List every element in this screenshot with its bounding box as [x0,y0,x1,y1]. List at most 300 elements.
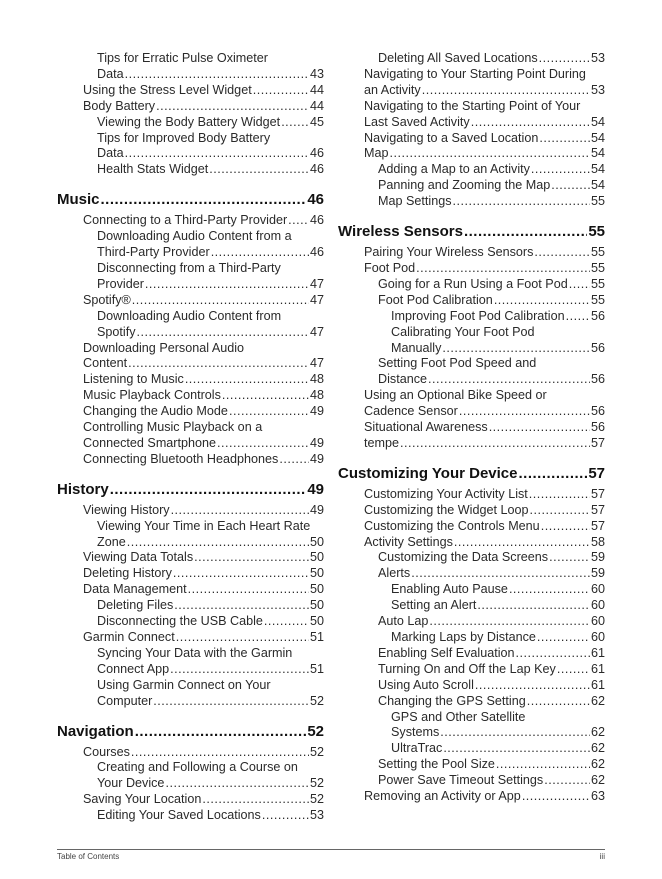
toc-entry-title: Setting the Pool Size [378,757,495,772]
toc-entry-title: Music Playback Controls [83,388,221,403]
toc-entry-title: Data Management [83,582,187,597]
toc-entry-title: Auto Lap [378,614,429,629]
toc-section-customizing-your-device[interactable] [338,465,605,483]
toc-entry-connecting-bluetooth-headphones[interactable] [83,452,324,468]
toc-dot-leader [569,277,590,293]
toc-page-number: 60 [590,582,605,597]
toc-entry-controlling-music-playback-on-a[interactable] [83,436,324,452]
toc-entry-downloading-audio-content-from-a[interactable] [97,229,324,245]
toc-page-number: 56 [590,372,605,387]
toc-dot-leader [539,51,590,67]
toc-section-navigation[interactable] [57,723,324,741]
toc-dot-leader [211,245,309,261]
toc-dot-leader [518,465,587,483]
toc-page-number: 60 [590,630,605,644]
toc-dot-leader [416,261,590,277]
toc-page-number: 48 [309,388,324,403]
toc-page-number: 46 [309,245,324,260]
toc-entry-title: Listening to Music [83,372,184,387]
toc-page-number: 57 [590,518,605,533]
toc-page-number: 53 [590,82,605,97]
toc-entry-music-playback-controls[interactable] [83,388,324,404]
toc-dot-leader [262,808,309,824]
toc-page-number: 43 [309,66,324,81]
toc-entry-title: Navigating to a Saved Location [364,130,539,145]
toc-entry-title: Courses [83,744,130,759]
toc-entry-spotify[interactable] [83,293,324,309]
toc-section-wireless-sensors[interactable] [338,223,605,241]
toc-entry-downloading-personal-audio[interactable] [83,356,324,372]
toc-entry-ultratrac[interactable] [391,741,605,757]
toc-dot-leader [217,436,309,452]
toc-entry-syncing-your-data-with-the-garmin[interactable] [97,662,324,678]
toc-entry-using-an-optional-bike-speed-or[interactable] [364,388,605,404]
toc-page-number: 62 [590,741,605,756]
toc-dot-leader [137,325,309,341]
toc-dot-leader [173,566,309,582]
toc-entry-tips-for-erratic-pulse-oximeter[interactable] [97,51,324,67]
toc-entry-title: Using Auto Scroll [378,677,474,692]
toc-page-number: 44 [309,98,324,113]
toc-entry-auto-lap[interactable] [378,614,605,630]
toc-entry-viewing-history[interactable] [83,503,324,519]
toc-dot-leader [454,535,590,551]
toc-entry-changing-the-audio-mode[interactable] [83,404,324,420]
toc-entry-title: Third-Party Provider [97,245,210,260]
toc-entry-title: Connecting Bluetooth Headphones [83,451,279,466]
toc-entry-title: Marking Laps by Distance [391,630,536,644]
toc-entry-deleting-history[interactable] [83,566,324,582]
toc-page-number: 50 [309,598,324,613]
toc-entry-title: Foot Pod [364,260,416,275]
toc-entry-title: History [57,480,109,498]
toc-dot-leader [411,566,590,582]
toc-entry-tips-for-erratic-pulse-oximeter[interactable] [97,67,324,83]
toc-entry-enabling-self-evaluation[interactable] [378,646,605,662]
toc-entry-title: GPS and Other Satellite [391,709,526,724]
toc-page-number: 62 [590,725,605,740]
toc-page-number: 54 [590,114,605,129]
toc-entry-data-management[interactable] [83,582,324,598]
toc-entry-title: Navigating to the Starting Point of Your [364,98,581,113]
toc-page-number: 57 [588,464,605,482]
toc-dot-leader [464,223,587,241]
toc-entry-title: Zone [97,534,126,549]
toc-page-number: 57 [590,502,605,517]
toc-entry-title: Calibrating Your Foot Pod [391,324,535,339]
toc-dot-leader [288,213,309,229]
toc-entry-editing-your-saved-locations[interactable] [97,808,324,824]
toc-entry-title: Syncing Your Data with the Garmin [97,645,293,660]
toc-entry-navigating-to-a-saved-location[interactable] [364,131,605,147]
toc-entry-title: Activity Settings [364,534,453,549]
toc-entry-gps-and-other-satellite[interactable] [391,710,605,726]
toc-entry-disconnecting-the-usb-cable[interactable] [97,614,324,630]
toc-dot-leader [279,452,309,468]
toc-entry-enabling-auto-pause[interactable] [391,582,605,598]
toc-dot-leader [264,614,309,630]
toc-page-number: 56 [590,340,605,355]
toc-page-number: 50 [309,582,324,597]
toc-page-number: 62 [590,773,605,788]
toc-entry-deleting-all-saved-locations[interactable] [378,51,605,67]
toc-dot-leader [400,436,590,452]
toc-dot-leader [132,293,309,309]
toc-entry-title: Cadence Sensor [364,404,458,419]
toc-dot-leader [174,598,309,614]
toc-entry-title: Creating and Following a Course on [97,760,298,775]
toc-entry-title: Data [97,66,124,81]
toc-entry-setting-the-pool-size[interactable] [378,757,605,773]
toc-entry-title: Customizing the Controls Menu [364,518,540,533]
toc-dot-leader [529,487,590,503]
toc-entry-pairing-your-wireless-sensors[interactable] [364,245,605,261]
toc-dot-leader [440,725,590,741]
toc-page-number: 55 [590,260,605,275]
toc-page-number: 55 [588,223,605,241]
toc-entry-title: Distance [378,372,427,387]
toc-entry-removing-an-activity-or-app[interactable] [364,789,605,805]
toc-entry-saving-your-location[interactable] [83,792,324,808]
toc-entry-title: Customizing the Widget Loop [364,502,529,517]
toc-page-number: 48 [309,372,324,387]
toc-entry-title: Saving Your Location [83,792,202,807]
toc-entry-situational-awareness[interactable] [364,420,605,436]
toc-page-number: 53 [309,808,324,823]
toc-entry-using-auto-scroll[interactable] [378,678,605,694]
toc-entry-going-for-a-run-using-a-foot-pod[interactable] [378,277,605,293]
toc-dot-leader [390,146,590,162]
toc-entry-navigating-to-your-starting-point-during[interactable] [364,83,605,99]
toc-entry-turning-on-and-off-the-lap-key[interactable] [378,662,605,678]
toc-dot-leader [188,582,309,598]
toc-page-number: 54 [590,178,605,193]
toc-entry-viewing-the-body-battery-widget[interactable] [97,115,324,131]
toc-entry-changing-the-gps-setting[interactable] [378,694,605,710]
toc-entry-panning-and-zooming-the-map[interactable] [378,178,605,194]
toc-entry-title: Deleting All Saved Locations [378,51,538,65]
toc-page-number: 57 [590,486,605,501]
toc-dot-leader [494,293,590,309]
toc-entry-tempe[interactable] [364,436,605,452]
toc-page-number: 50 [309,550,324,565]
toc-dot-leader [534,245,590,261]
toc-entry-calibrating-your-foot-pod[interactable] [391,325,605,341]
toc-entry-customizing-the-widget-loop[interactable] [364,503,605,519]
toc-entry-using-an-optional-bike-speed-or[interactable] [364,404,605,420]
toc-entry-title: Setting Foot Pod Speed and [378,356,537,371]
toc-dot-leader [549,550,590,566]
toc-entry-title: Tips for Improved Body Battery [97,130,271,145]
toc-entry-title: Deleting History [83,566,172,581]
toc-entry-title: Viewing the Body Battery Widget [97,114,281,129]
toc-entry-title: Changing the Audio Mode [83,404,228,419]
page-footer [57,849,605,861]
toc-entry-title: Deleting Files [97,598,174,613]
toc-entry-courses[interactable] [83,745,324,761]
toc-entry-creating-and-following-a-course-on[interactable] [97,760,324,776]
toc-page-number: 49 [309,451,324,466]
toc-entry-navigating-to-the-starting-point-of-your[interactable] [364,115,605,131]
toc-dot-leader [128,356,309,372]
toc-entry-title: Viewing Your Time in Each Heart Rate [97,518,311,533]
toc-page-number: 54 [590,146,605,161]
toc-dot-leader [171,503,309,519]
toc-dot-leader [153,694,309,710]
toc-page-number: 54 [590,130,605,145]
toc-page-number: 51 [309,630,324,644]
toc-entry-title: Your Device [97,776,165,791]
toc-page-number: 47 [309,276,324,291]
toc-dot-leader [127,535,309,551]
toc-page-number: 56 [590,404,605,419]
toc-page-number: 49 [307,480,324,498]
toc-entry-title: Connecting to a Third-Party Provider [83,213,288,228]
toc-entry-title: Downloading Personal Audio [83,340,245,355]
toc-entry-title: Foot Pod Calibration [378,292,493,307]
toc-entry-title: Customizing the Data Screens [378,550,549,565]
toc-entry-title: Spotify [97,324,136,339]
toc-entry-title: Viewing Data Totals [83,550,194,565]
toc-section-history[interactable] [57,481,324,499]
toc-dot-leader [477,598,590,614]
toc-entry-gps-and-other-satellite[interactable] [391,725,605,741]
toc-entry-disconnecting-from-a-third-party[interactable] [97,261,324,277]
toc-entry-title: Setting an Alert [391,598,477,613]
toc-entry-body-battery[interactable] [83,99,324,115]
toc-entry-map-settings[interactable] [378,194,605,210]
toc-page-number: 49 [309,502,324,517]
toc-page-number: 56 [590,308,605,323]
toc-dot-leader [453,194,590,210]
toc-entry-using-garmin-connect-on-your[interactable] [97,678,324,694]
toc-entry-title: Navigation [57,722,134,740]
toc-dot-leader [281,115,309,131]
toc-dot-leader [459,404,590,420]
toc-dot-leader [185,372,309,388]
toc-page-number: 46 [309,162,324,177]
toc-entry-navigating-to-the-starting-point-of-your[interactable] [364,99,605,115]
toc-entry-customizing-the-controls-menu[interactable] [364,519,605,535]
toc-entry-setting-foot-pod-speed-and[interactable] [378,372,605,388]
toc-entry-deleting-files[interactable] [97,598,324,614]
toc-dot-leader [489,420,590,436]
toc-entry-title: Customizing Your Device [338,464,518,482]
toc-dot-leader [551,178,590,194]
toc-dot-leader [101,191,307,209]
toc-entry-syncing-your-data-with-the-garmin[interactable] [97,646,324,662]
footer-label: Table of Contents [57,852,120,861]
toc-entry-title: Removing an Activity or App [364,789,521,804]
toc-entry-title: Using an Optional Bike Speed or [364,388,547,403]
toc-entry-activity-settings[interactable] [364,535,605,551]
toc-entry-downloading-audio-content-from[interactable] [97,325,324,341]
toc-dot-leader [531,162,590,178]
toc-dot-leader [539,131,590,147]
toc-page-number: 52 [309,744,324,759]
toc-page-number: 62 [590,693,605,708]
toc-entry-tips-for-improved-body-battery[interactable] [97,146,324,162]
toc-entry-title: Enabling Auto Pause [391,582,508,597]
toc-entry-setting-an-alert[interactable] [391,598,605,614]
toc-dot-leader [475,678,590,694]
toc-entry-title: Disconnecting from a Third-Party [97,260,281,275]
toc-page-number: 52 [309,693,324,708]
toc-entry-title: Provider [97,276,144,291]
footer-page-number: iii [599,852,605,861]
toc-entry-tips-for-improved-body-battery[interactable] [97,131,324,147]
toc-page-number: 61 [590,661,605,676]
toc-entry-creating-and-following-a-course-on[interactable] [97,776,324,792]
toc-dot-leader [442,341,590,357]
toc-entry-title: Changing the GPS Setting [378,693,526,708]
toc-entry-title: Alerts [378,566,411,581]
toc-entry-using-the-stress-level-widget[interactable] [83,83,324,99]
toc-entry-power-save-timeout-settings[interactable] [378,773,605,789]
toc-dot-leader [125,67,309,83]
toc-dot-leader [229,404,309,420]
toc-entry-garmin-connect[interactable] [83,630,324,646]
toc-entry-title: Customizing Your Activity List [364,486,528,501]
toc-entry-customizing-the-data-screens[interactable] [378,550,605,566]
toc-dot-leader [209,162,309,178]
toc-entry-listening-to-music[interactable] [83,372,324,388]
toc-entry-title: Power Save Timeout Settings [378,773,544,788]
toc-entry-disconnecting-from-a-third-party[interactable] [97,277,324,293]
toc-page-number: 52 [309,776,324,791]
toc-entry-health-stats-widget[interactable] [97,162,324,178]
toc-column-left [57,51,324,824]
toc-page-number: 61 [590,677,605,692]
toc-dot-leader [537,630,590,646]
toc-entry-calibrating-your-foot-pod[interactable] [391,341,605,357]
toc-dot-leader [222,388,309,404]
toc-dot-leader [202,792,309,808]
toc-dot-leader [516,646,590,662]
toc-entry-title: Adding a Map to an Activity [378,162,530,177]
toc-dot-leader [443,741,590,757]
toc-entry-title: Editing Your Saved Locations [97,808,261,823]
toc-entry-alerts[interactable] [378,566,605,582]
toc-entry-title: Map [364,146,389,161]
toc-entry-map[interactable] [364,146,605,162]
toc-entry-title: Disconnecting the USB Cable [97,614,263,629]
toc-entry-title: Enabling Self Evaluation [378,645,515,660]
toc-page-number: 46 [309,213,324,228]
toc-dot-leader [110,481,307,499]
toc-page-number: 57 [590,435,605,450]
toc-entry-downloading-audio-content-from-a[interactable] [97,245,324,261]
toc-dot-leader [131,745,309,761]
toc-column-right [338,51,605,805]
toc-entry-improving-foot-pod-calibration[interactable] [391,309,605,325]
toc-entry-downloading-audio-content-from[interactable] [97,309,324,325]
toc-entry-viewing-data-totals[interactable] [83,550,324,566]
toc-entry-title: Content [83,356,128,371]
toc-page-number: 55 [590,276,605,291]
toc-entry-downloading-personal-audio[interactable] [83,341,324,357]
toc-entry-adding-a-map-to-an-activity[interactable] [378,162,605,178]
toc-section-music[interactable] [57,191,324,209]
toc-entry-foot-pod-calibration[interactable] [378,293,605,309]
toc-entry-connecting-to-a-third-party-provider[interactable] [83,213,324,229]
toc-entry-title: Last Saved Activity [364,114,470,129]
toc-page-number: 53 [590,51,605,65]
toc-entry-title: Controlling Music Playback on a [83,420,263,435]
toc-page-number: 49 [309,404,324,419]
toc-dot-leader [509,582,590,598]
toc-page-number: 46 [309,146,324,161]
toc-entry-title: Wireless Sensors [338,223,463,241]
toc-page-number: 61 [590,645,605,660]
toc-entry-title: Improving Foot Pod Calibration [391,308,565,323]
toc-page-number: 63 [590,789,605,804]
toc-dot-leader [253,83,309,99]
toc-entry-setting-foot-pod-speed-and[interactable] [378,356,605,372]
toc-page-number: 60 [590,614,605,629]
toc-page-number: 47 [309,356,324,371]
toc-page-number: 59 [590,550,605,565]
toc-entry-title: Music [57,191,100,209]
toc-entry-title: Using the Stress Level Widget [83,82,252,97]
toc-dot-leader [566,309,590,325]
toc-page-number: 55 [590,292,605,307]
toc-dot-leader [156,99,309,115]
toc-entry-viewing-your-time-in-each-heart-rate[interactable] [97,519,324,535]
toc-dot-leader [530,503,590,519]
toc-dot-leader [145,277,309,293]
toc-entry-customizing-your-activity-list[interactable] [364,487,605,503]
toc-entry-viewing-your-time-in-each-heart-rate[interactable] [97,535,324,551]
toc-page-number: 52 [307,722,324,740]
toc-page-number: 51 [309,661,324,676]
toc-dot-leader [428,372,590,388]
toc-entry-foot-pod[interactable] [364,261,605,277]
toc-dot-leader [471,115,590,131]
toc-entry-title: Body Battery [83,98,156,113]
toc-page-number: 44 [309,82,324,97]
toc-entry-using-garmin-connect-on-your[interactable] [97,694,324,710]
toc-dot-leader [194,550,309,566]
toc-entry-title: Turning On and Off the Lap Key [378,661,556,676]
toc-dot-leader [544,773,590,789]
toc-dot-leader [522,789,590,805]
toc-entry-title: Downloading Audio Content from a [97,229,292,244]
toc-page-number: 59 [590,566,605,581]
toc-dot-leader [429,614,590,630]
toc-page-number: 50 [309,534,324,549]
toc-page-number: 60 [590,598,605,613]
toc-dot-leader [176,630,309,646]
toc-page-number: 55 [590,194,605,209]
toc-page-number: 45 [309,114,324,129]
toc-entry-title: Situational Awareness [364,420,488,435]
toc-entry-controlling-music-playback-on-a[interactable] [83,420,324,436]
toc-entry-title: Pairing Your Wireless Sensors [364,245,534,260]
toc-entry-navigating-to-your-starting-point-during[interactable] [364,67,605,83]
toc-dot-leader [527,694,590,710]
toc-page-number: 47 [309,324,324,339]
toc-page-number: 46 [307,191,324,209]
toc-entry-title: Panning and Zooming the Map [378,178,551,193]
toc-entry-marking-laps-by-distance[interactable] [391,630,605,646]
toc-dot-leader [557,662,590,678]
toc-entry-title: Going for a Run Using a Foot Pod [378,276,568,291]
toc-dot-leader [135,723,307,741]
toc-entry-title: Computer [97,693,153,708]
toc-dot-leader [422,83,590,99]
toc-entry-title: Connected Smartphone [83,435,217,450]
